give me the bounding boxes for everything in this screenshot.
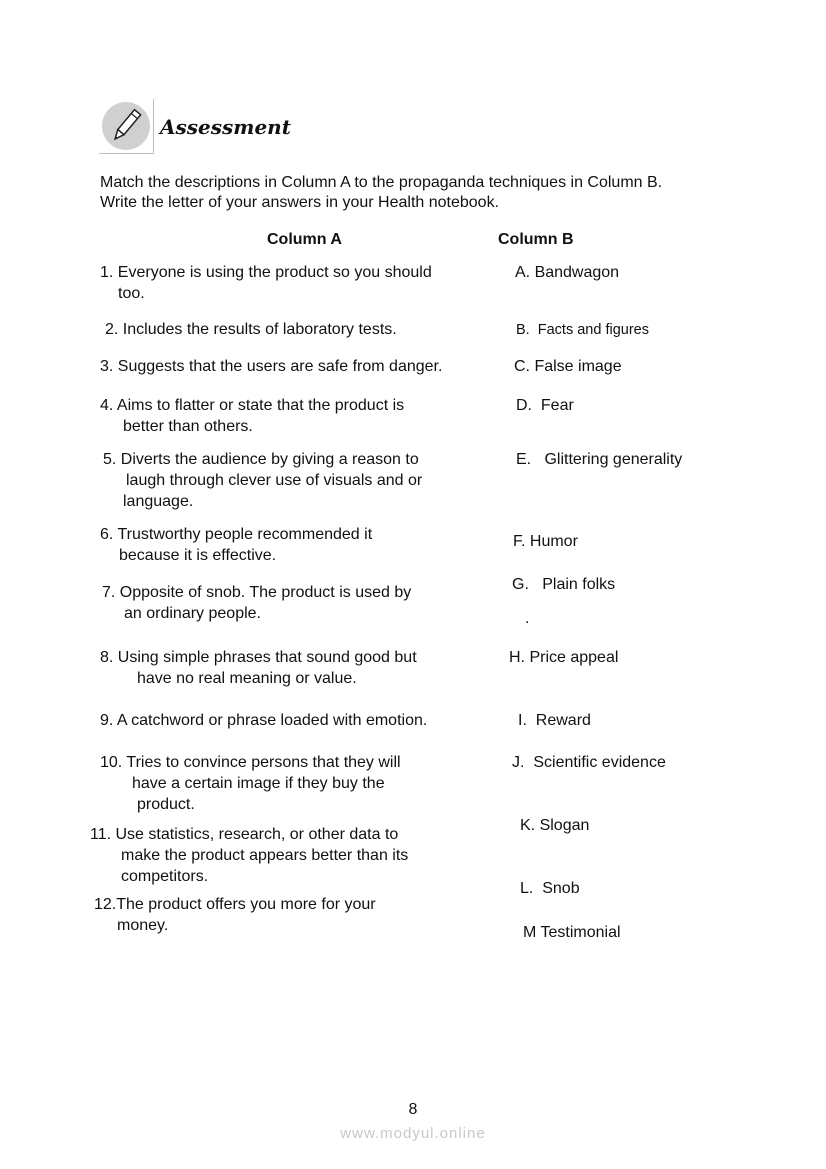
column-a-item-5: 5. Diverts the audience by giving a reason to laugh through clever use of visuals and or language.	[103, 451, 423, 510]
column-b-stray-dot: .	[525, 610, 530, 627]
column-b-item-h: H. Price appeal	[509, 649, 619, 666]
column-b-item-l: L. Snob	[520, 880, 580, 897]
assessment-icon-box	[99, 99, 154, 154]
column-a-item-3: 3. Suggests that the users are safe from danger.	[100, 358, 443, 375]
column-b-item-i: I. Reward	[518, 712, 591, 729]
column-b-item-b: B. Facts and figures	[516, 322, 649, 338]
column-b-item-f: F. Humor	[513, 533, 578, 550]
pencil-icon	[102, 102, 150, 150]
column-a-header: Column A	[267, 231, 342, 248]
column-a-item-6: 6. Trustworthy people recommended it because it is effective.	[100, 526, 373, 564]
page-number: 8	[408, 1101, 418, 1118]
column-b-item-d: D. Fear	[516, 397, 574, 414]
page-title: Assessment	[160, 115, 291, 139]
column-a-item-11: 11. Use statistics, research, or other data to make the product appears better than its competitors.	[90, 826, 409, 885]
column-a-item-2: 2. Includes the results of laboratory tests.	[105, 321, 397, 338]
column-a-item-9: 9. A catchword or phrase loaded with emotion.	[100, 712, 428, 729]
column-b-item-m: M Testimonial	[523, 924, 621, 941]
instruction-line: Write the letter of your answers in your Health notebook.	[100, 194, 500, 211]
column-a-item-4: 4. Aims to flatter or state that the product is better than others.	[100, 397, 405, 435]
column-b-header: Column B	[498, 231, 574, 248]
watermark: www.modyul.online	[340, 1125, 486, 1142]
column-a-item-1: 1. Everyone is using the product so you should too.	[100, 264, 432, 302]
instruction-line: Match the descriptions in Column A to the propaganda techniques in Column B.	[100, 174, 663, 191]
column-a-item-12: 12.The product offers you more for your money.	[94, 896, 376, 934]
column-a-item-8: 8. Using simple phrases that sound good but have no real meaning or value.	[100, 649, 417, 687]
column-a-item-10: 10. Tries to convince persons that they will have a certain image if they buy the product.	[100, 754, 401, 813]
instructions	[100, 173, 662, 213]
column-a-item-7: 7. Opposite of snob. The product is used by an ordinary people.	[102, 584, 412, 622]
column-b-item-k: K. Slogan	[520, 817, 590, 834]
column-b-item-g: G. Plain folks	[512, 576, 616, 593]
column-b-item-j: J. Scientific evidence	[512, 754, 666, 771]
column-b-item-c: C. False image	[514, 358, 622, 375]
column-b-item-a: A. Bandwagon	[515, 264, 620, 281]
column-b-item-e: E. Glittering generality	[516, 451, 683, 468]
